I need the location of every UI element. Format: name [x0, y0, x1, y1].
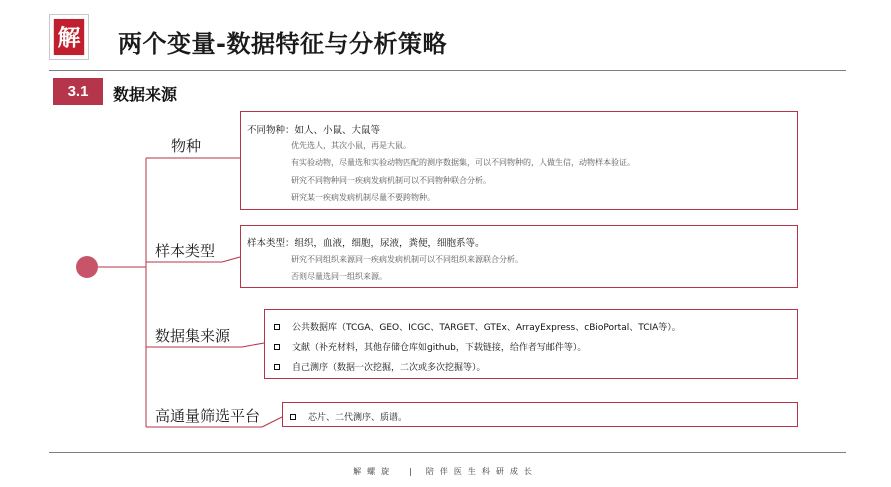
branch-label-dataset-source: 数据集来源 [155, 327, 231, 345]
branch-label-species: 物种 [171, 137, 202, 155]
sample-type-note: 研究不同组织来源同一疾病发病机制可以不同组织来源联合分析。 [291, 255, 523, 264]
footer-brand: 解螺旋 [353, 467, 396, 476]
species-note: 优先选人，其次小鼠，再是大鼠。 [291, 141, 411, 150]
square-bullet-icon [274, 324, 280, 330]
branch-link-platform [262, 417, 282, 427]
square-bullet-icon [274, 344, 280, 350]
list-item [274, 320, 681, 333]
sample-type-note: 否则尽量选同一组织来源。 [291, 272, 387, 281]
sample-type-main-text: 样本类型：组织，血液，细胞，尿液，粪便，细胞系等。 [247, 238, 485, 249]
list-item-text: 文献（补充材料，其他存储仓库如github，下载链接，给作者写邮件等）。 [292, 343, 587, 353]
dataset-source-detail-box [264, 309, 798, 379]
footer-tagline: 陪伴医生科研成长 [425, 467, 538, 476]
page-title: 两个变量-数据特征与分析策略 [118, 30, 447, 58]
list-item [274, 340, 586, 353]
branch-link-dataset [242, 343, 264, 347]
square-bullet-icon [274, 364, 280, 370]
species-detail-box [240, 111, 798, 210]
root-node-dot [76, 256, 98, 278]
list-item-text: 芯片、二代测序、质谱。 [308, 413, 408, 423]
species-note: 有实验动物，尽量选和实验动物匹配的测序数据集，可以不同物种的，人做生信，动物样本验证。 [291, 158, 635, 167]
section-number-badge: 3.1 [53, 78, 103, 105]
branch-label-platform: 高通量筛选平台 [155, 407, 261, 425]
list-item [274, 360, 486, 373]
platform-detail-box [282, 402, 798, 427]
species-note: 研究某一疾病发病机制尽量不要跨物种。 [291, 193, 435, 202]
footer-separator: | [409, 467, 412, 476]
list-item-text: 公共数据库（TCGA、GEO、ICGC、TARGET、GTEx、ArrayExpress、cBioPortal、TCIA等）。 [292, 323, 681, 333]
footer-slogan [0, 466, 891, 477]
species-note: 研究不同物种同一疾病发病机制可以不同物种联合分析。 [291, 176, 491, 185]
section-title: 数据来源 [113, 85, 178, 104]
species-main-text: 不同物种：如人、小鼠、大鼠等 [247, 125, 381, 136]
branch-label-sample-type: 样本类型 [155, 242, 216, 260]
list-item-text: 自己测序（数据一次挖掘，二次或多次挖掘等）。 [292, 363, 486, 373]
svg-text:解: 解 [57, 25, 81, 52]
list-item [290, 410, 407, 423]
sample-type-detail-box [240, 225, 798, 288]
branch-link-sample [222, 257, 240, 262]
footer-divider [49, 452, 846, 453]
square-bullet-icon [290, 414, 296, 420]
